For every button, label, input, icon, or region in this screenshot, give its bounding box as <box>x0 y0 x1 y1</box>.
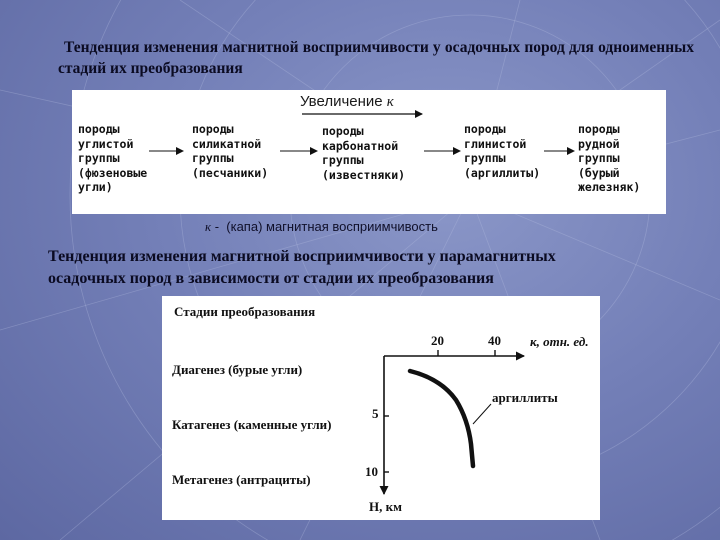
rock-group-line: группы <box>578 151 620 165</box>
rock-group-line: породы <box>192 122 234 136</box>
rock-groups-panel <box>72 90 666 214</box>
heading-magnetic-trend-stages: Тенденция изменения магнитной восприимчивости у осадочных пород для одноименных стадий их преобразования <box>58 39 694 77</box>
heading-paramagnetic-trend: Тенденция изменения магнитной восприимчивости у парамагнитных осадочных пород в зависимости от стадии их преобразования <box>48 248 556 287</box>
rock-group-line: (аргиллиты) <box>464 165 541 180</box>
rock-group-carbonate <box>322 124 405 182</box>
rock-group-ore <box>578 122 640 195</box>
stage-diagenesis: Диагенез (бурые угли) <box>172 362 303 377</box>
rock-group-line: угли) <box>78 180 113 194</box>
rock-group-carbonaceous <box>78 122 147 195</box>
x-tick-label-40: 40 <box>488 333 501 348</box>
rock-group-line: глинистой <box>464 136 527 151</box>
rock-group-line: породы <box>322 124 364 138</box>
rock-group-silicate <box>192 122 268 180</box>
y-tick-label-10: 10 <box>365 464 378 479</box>
rock-group-line: (фюзеновые <box>78 165 148 180</box>
rock-group-line: углистой <box>78 136 134 151</box>
rock-group-line: карбонатной <box>322 138 399 153</box>
rock-group-line: породы <box>578 122 620 136</box>
depth-diagram-panel <box>162 296 600 520</box>
rock-group-line: (известняки) <box>322 167 406 182</box>
kappa-symbol: к <box>205 219 212 234</box>
y-axis-label: Н, км <box>369 499 402 514</box>
x-tick-label-20: 20 <box>431 333 444 348</box>
argillite-curve <box>410 371 473 466</box>
rock-group-line: (песчаники) <box>192 165 269 180</box>
rock-group-line: породы <box>464 122 506 136</box>
curve-label-leader <box>473 404 491 424</box>
kappa-symbol: к <box>386 94 394 110</box>
stage-catagenesis: Катагенез (каменные угли) <box>172 417 332 432</box>
rock-group-line: силикатной <box>192 136 262 151</box>
kappa-definition: к - (капа) магнитная восприимчивость <box>205 219 438 234</box>
rock-group-line: группы <box>78 151 120 165</box>
curve-label: аргиллиты <box>492 390 558 405</box>
stage-metagenesis: Метагенез (антрациты) <box>172 472 311 487</box>
rock-group-line: железняк) <box>578 180 641 194</box>
rock-group-line: (бурый <box>578 165 620 180</box>
y-tick-label-5: 5 <box>372 406 379 421</box>
rock-group-line: группы <box>322 153 364 167</box>
rock-group-clay <box>464 122 540 180</box>
increase-label: Увеличение к <box>300 93 394 110</box>
rock-group-line: породы <box>78 122 120 136</box>
rock-group-line: рудной <box>578 136 620 151</box>
rock-group-line: группы <box>192 151 234 165</box>
x-axis-label: к, отн. ед. <box>530 334 589 349</box>
stages-title: Стадии преобразования <box>174 304 316 319</box>
rock-group-line: группы <box>464 151 506 165</box>
